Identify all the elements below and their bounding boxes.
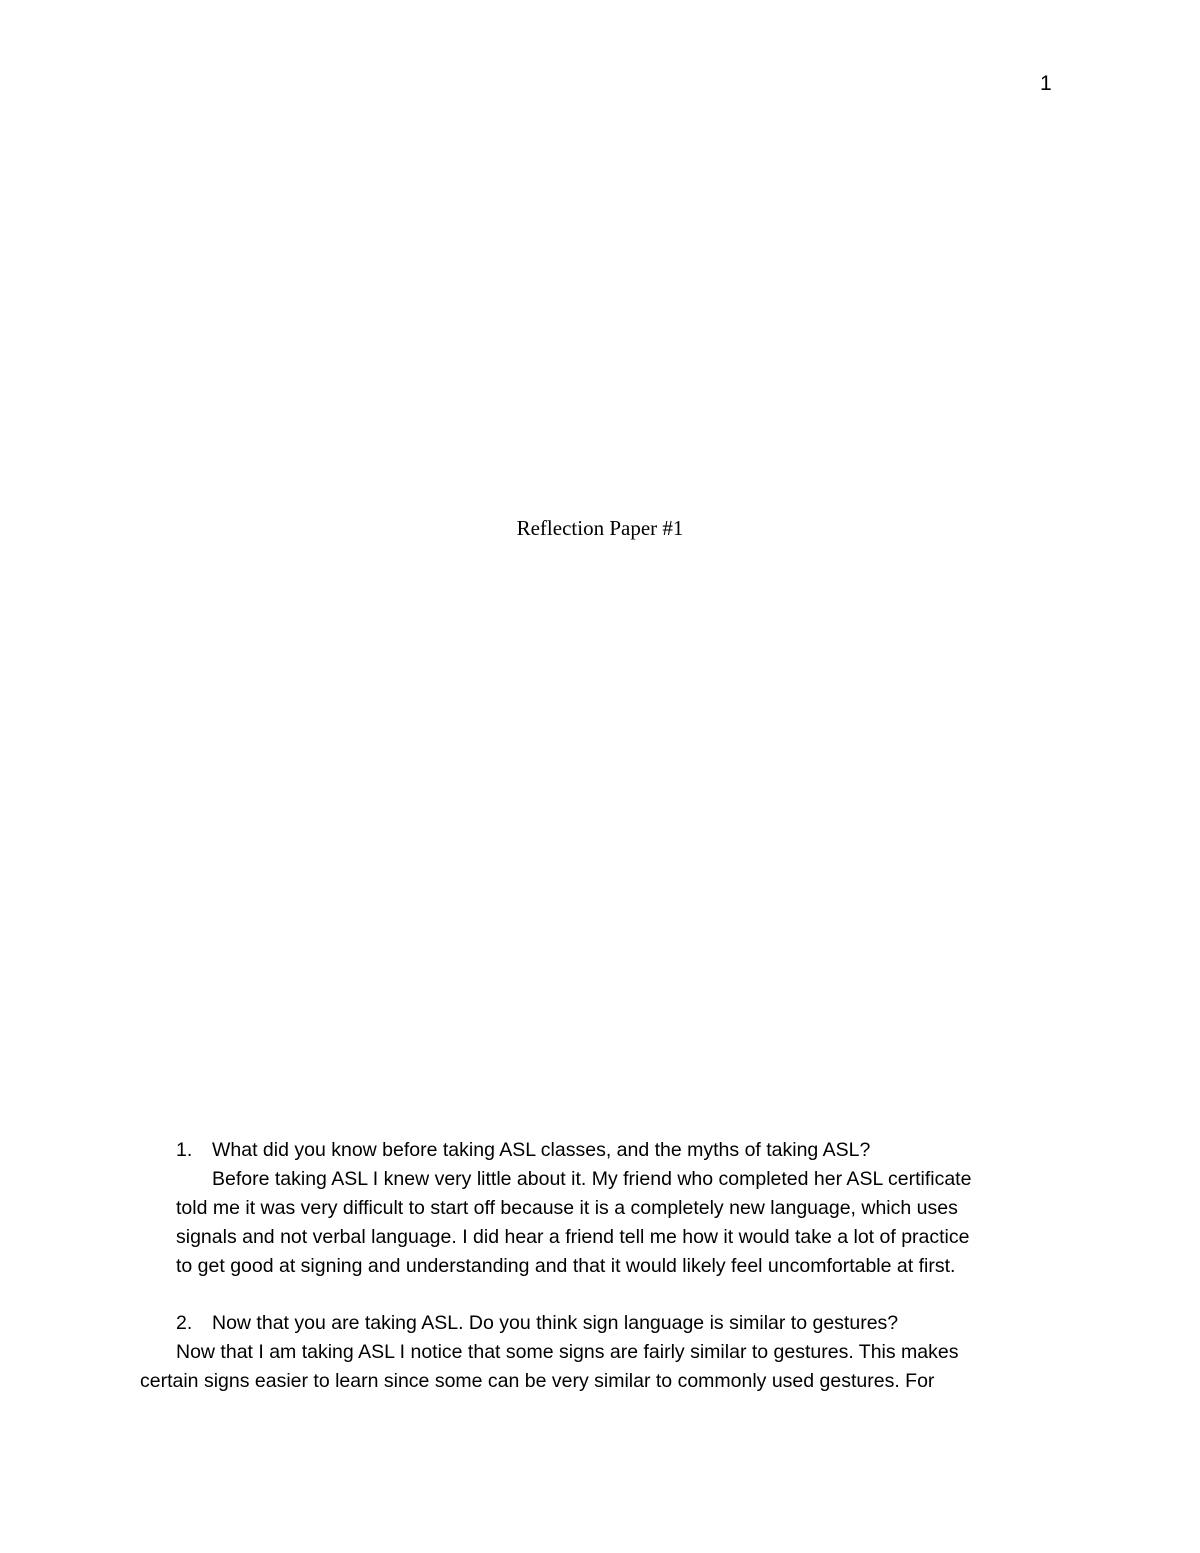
answer-1-line-2: told me it was very difficult to start off because it is a completely new language, which uses xyxy=(176,1197,958,1219)
question-2-number: 2. xyxy=(176,1312,193,1334)
answer-2-line-1: Now that I am taking ASL I notice that some signs are fairly similar to gestures. This makes xyxy=(176,1341,959,1363)
question-1-number: 1. xyxy=(176,1139,193,1161)
question-2 xyxy=(176,1309,898,1338)
document-title: Reflection Paper #1 xyxy=(516,516,684,540)
question-1 xyxy=(176,1136,870,1165)
question-2-text: Now that you are taking ASL. Do you think sign language is similar to gestures? xyxy=(212,1312,899,1334)
answer-1-line-1: Before taking ASL I knew very little about it. My friend who completed her ASL certificate xyxy=(212,1168,972,1190)
answer-1-line-3: signals and not verbal language. I did hear a friend tell me how it would take a lot of practice xyxy=(176,1226,970,1248)
answer-1-line-4: to get good at signing and understanding and that it would likely feel uncomfortable at first. xyxy=(176,1255,956,1277)
answer-2-line-2: certain signs easier to learn since some can be very similar to commonly used gestures. For xyxy=(140,1370,935,1392)
page-number: 1 xyxy=(1040,72,1052,95)
question-1-text: What did you know before taking ASL classes, and the myths of taking ASL? xyxy=(212,1139,871,1161)
